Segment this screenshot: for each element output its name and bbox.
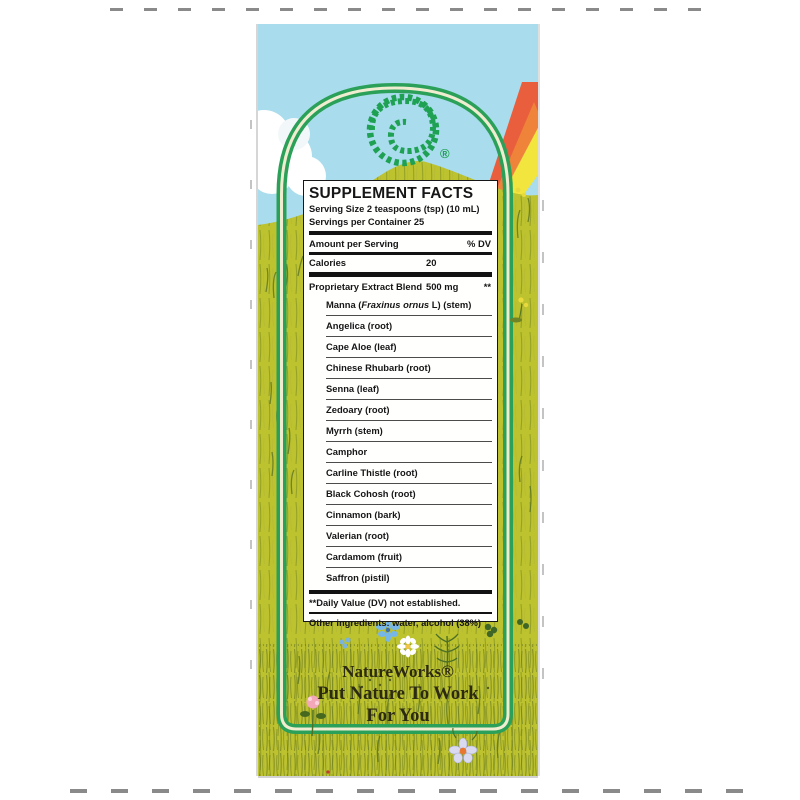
- divider-thick: [309, 272, 492, 277]
- percent-dv-label: % DV: [467, 238, 491, 250]
- ingredient-row: Saffron (pistil): [326, 571, 390, 583]
- ingredient-row: Zedoary (root): [326, 400, 492, 421]
- calories-label: Calories: [309, 257, 346, 269]
- brand-tagline: [258, 661, 538, 727]
- serving-size: Serving Size 2 teaspoons (tsp) (10 mL): [309, 204, 480, 214]
- servings-per-container: Servings per Container 25: [309, 216, 425, 227]
- facts-title: SUPPLEMENT FACTS: [309, 185, 474, 202]
- ingredient-text: Manna (: [326, 298, 362, 310]
- ingredient-row: Camphor: [326, 442, 492, 463]
- dv-footnote: **Daily Value (DV) not established.: [309, 598, 461, 609]
- blend-amount: 500 mg: [426, 280, 459, 292]
- other-ingredients: Other ingredients: water, alcohol (38%): [309, 617, 482, 628]
- supplement-facts-panel: [303, 180, 498, 628]
- divider-medium: [309, 612, 492, 615]
- ingredient-row: Cape Aloe (leaf): [326, 337, 492, 358]
- tagline-line-2: For You: [366, 706, 430, 726]
- blend-label: Proprietary Extract Blend: [309, 280, 423, 292]
- amount-per-serving-label: Amount per Serving: [309, 238, 399, 250]
- brand-name: NatureWorks®: [342, 662, 454, 681]
- divider-medium: [309, 252, 492, 255]
- ingredient-row: Black Cohosh (root): [326, 484, 492, 505]
- blend-row: [309, 279, 492, 295]
- ingredient-row: Myrrh (stem): [326, 421, 492, 442]
- calories-row: [309, 256, 492, 270]
- scan-artifact-right: [542, 200, 544, 710]
- ingredient-row: Senna (leaf): [326, 379, 492, 400]
- ingredient-text: L) (stem): [429, 298, 472, 310]
- calories-value: 20: [426, 257, 437, 269]
- blend-dv-asterisks: **: [483, 280, 491, 292]
- ingredient-latin-name: Fraxinus ornus: [361, 298, 430, 310]
- scan-artifact-left: [250, 120, 252, 670]
- divider-thick: [309, 590, 492, 595]
- ingredient-row: [326, 295, 492, 316]
- divider-thick: [309, 231, 492, 236]
- ingredient-row: Cardamom (fruit): [326, 547, 492, 568]
- scan-artifact-top: [110, 8, 720, 11]
- ingredient-row: Angelica (root): [326, 316, 492, 337]
- ingredient-row: Valerian (root): [326, 526, 492, 547]
- tagline-line-1: Put Nature To Work: [317, 684, 479, 704]
- ingredient-row: Carline Thistle (root): [326, 463, 492, 484]
- scan-artifact-bottom: [70, 789, 752, 793]
- product-box-panel: [258, 24, 538, 776]
- amount-header-row: [309, 237, 492, 251]
- logo-registered-mark: ®: [440, 146, 450, 161]
- ingredient-row: Chinese Rhubarb (root): [326, 358, 492, 379]
- ingredient-row: Cinnamon (bark): [326, 505, 492, 526]
